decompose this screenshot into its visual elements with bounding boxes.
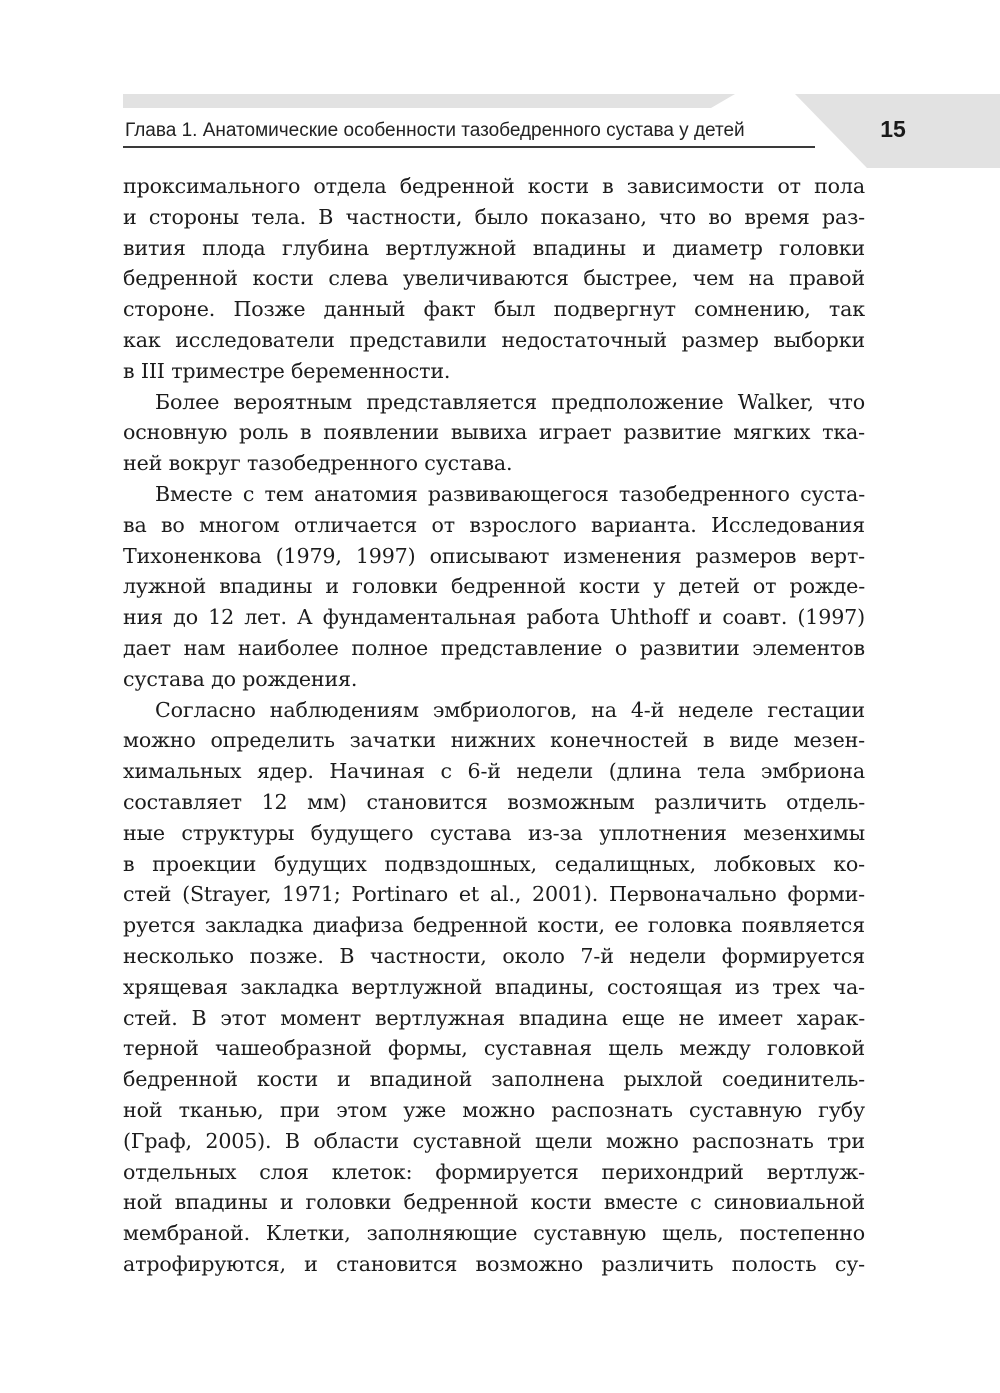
text-line: Тихоненкова (1979, 1997) описывают изменения размеров верт- bbox=[123, 543, 865, 568]
text-line: отдельных слоя клеток: формируется перихондрий вертлуж- bbox=[123, 1159, 865, 1184]
text-line: стей (Strayer, 1971; Portinaro et al., 2001). Первоначально форми- bbox=[123, 882, 865, 907]
title-rule bbox=[123, 146, 815, 148]
body-text bbox=[123, 171, 865, 1280]
text-line: бедренной кости слева увеличиваются быстрее, чем на правой bbox=[123, 266, 865, 291]
text-line: руется закладка диафиза бедренной кости, ее головка появляется bbox=[123, 913, 865, 938]
text-line: составляет 12 мм) становится возможным различить отдель- bbox=[123, 789, 865, 814]
text-line: ней вокруг тазобедренного сустава. bbox=[123, 451, 513, 476]
text-line: ва во многом отличается от взрослого варианта. Исследования bbox=[123, 512, 865, 537]
text-line: ной впадины и головки бедренной кости вместе с синовиальной bbox=[123, 1190, 865, 1215]
paragraph bbox=[123, 479, 865, 695]
text-line: в проекции будущих подвздошных, седалищных, лобковых ко- bbox=[123, 851, 865, 876]
text-line: стей. В этот момент вертлужная впадина еще не имеет харак- bbox=[123, 1005, 865, 1030]
paragraph bbox=[123, 695, 865, 1280]
text-line: в III триместре беременности. bbox=[123, 358, 451, 383]
text-line: Более вероятным представляется предположение Walker, что bbox=[155, 389, 865, 414]
text-line: проксимального отдела бедренной кости в зависимости от пола bbox=[123, 174, 865, 198]
text-line: Вместе с тем анатомия развивающегося тазобедренного суста- bbox=[155, 481, 865, 506]
text-line: можно определить зачатки нижних конечностей в виде мезен- bbox=[123, 728, 865, 753]
page-number: 15 bbox=[880, 116, 906, 142]
text-line: стороне. Позже данный факт был подвергнут сомнению, так bbox=[123, 297, 865, 322]
running-title: Глава 1. Анатомические особенности тазобедренного сустава у детей bbox=[125, 120, 745, 141]
text-line: и стороны тела. В частности, было показано, что во время раз- bbox=[123, 204, 865, 229]
text-line: мембраной. Клетки, заполняющие суставную щель, постепенно bbox=[123, 1221, 865, 1246]
text-line: Согласно наблюдениям эмбриологов, на 4-й неделе гестации bbox=[155, 697, 865, 722]
text-line: несколько позже. В частности, около 7-й недели формируется bbox=[123, 943, 865, 968]
text-line: (Граф, 2005). В области суставной щели можно распознать три bbox=[123, 1128, 865, 1153]
text-line: хрящевая закладка вертлужной впадины, состоящая из трех ча- bbox=[123, 974, 865, 999]
text-line: лужной впадины и головки бедренной кости у детей от рожде- bbox=[123, 574, 865, 599]
text-line: терной чашеобразной формы, суставная щель между головкой bbox=[123, 1036, 865, 1061]
text-line: атрофируются, и становится возможно различить полость су- bbox=[123, 1251, 865, 1276]
text-line: химальных ядер. Начиная с 6-й недели (длина тела эмбриона bbox=[123, 759, 865, 784]
text-line: как исследователи представили недостаточный размер выборки bbox=[123, 327, 865, 352]
text-line: основную роль в появлении вывиха играет развитие мягких тка- bbox=[123, 420, 865, 445]
paragraph bbox=[123, 171, 865, 387]
text-line: ния до 12 лет. А фундаментальная работа Uhthoff и соавт. (1997) bbox=[123, 605, 865, 630]
text-line: вития плода глубина вертлужной впадины и диаметр головки bbox=[123, 235, 865, 260]
text-line: дает нам наиболее полное представление о развитии элементов bbox=[123, 635, 865, 660]
paragraph bbox=[123, 387, 865, 479]
text-line: ной тканью, при этом уже можно распознать суставную губу bbox=[123, 1097, 865, 1122]
text-line: бедренной кости и впадиной заполнена рыхлой соединитель- bbox=[123, 1067, 865, 1092]
text-line: сустава до рождения. bbox=[123, 666, 358, 691]
text-line: ные структуры будущего сустава из-за уплотнения мезенхимы bbox=[123, 820, 865, 845]
